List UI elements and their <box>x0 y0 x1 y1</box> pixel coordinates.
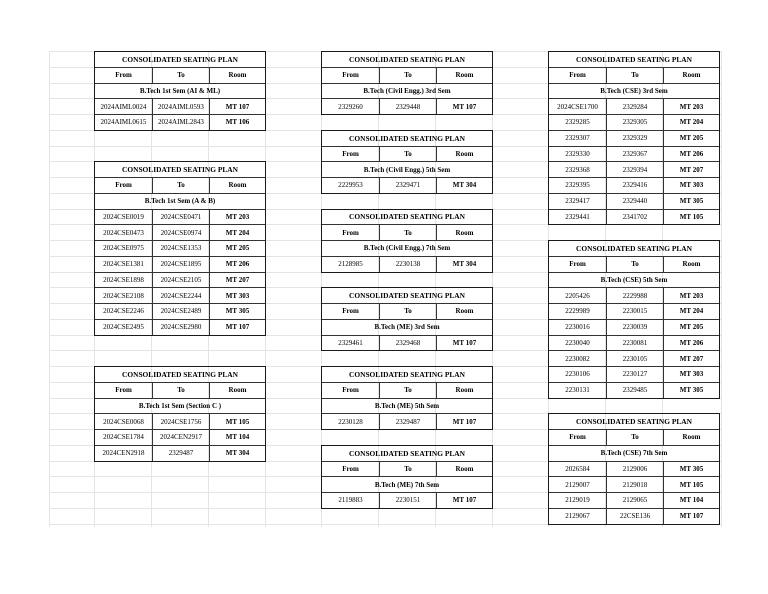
room-number: MT 207 <box>663 162 719 177</box>
program-name: B.Tech (ME) 5th Sem <box>374 401 440 410</box>
plan-title: CONSOLIDATED SEATING PLAN <box>349 291 465 301</box>
program-row <box>549 445 719 461</box>
roll-from: 2119883 <box>338 496 363 505</box>
header-from: From <box>342 71 359 80</box>
seating-plan-table <box>548 413 720 524</box>
room-number: MT 304 <box>436 178 492 193</box>
table-row <box>549 492 719 508</box>
plan-title-row <box>322 287 492 303</box>
table-row <box>95 256 265 272</box>
header-to: To <box>379 383 436 398</box>
program-row <box>322 83 492 99</box>
table-row <box>549 177 719 193</box>
room-number: MT 206 <box>663 336 719 351</box>
roll-from: 2024CSE1700 <box>557 102 598 111</box>
program-name: B.Tech (Civil Engg.) 5th Sem <box>363 165 451 174</box>
roll-from: 2205426 <box>565 291 590 300</box>
program-name: B.Tech 1st Sem (AI & ML) <box>139 86 221 95</box>
room-number: MT 304 <box>209 446 265 461</box>
plan-title-row <box>549 51 719 67</box>
program-row <box>549 83 719 99</box>
room-number: MT 207 <box>209 273 265 288</box>
header-from: From <box>342 307 359 316</box>
seating-plan-table <box>321 366 493 430</box>
program-row <box>322 240 492 256</box>
seating-plan-table <box>321 209 493 273</box>
room-number: MT 303 <box>663 367 719 382</box>
room-number: MT 205 <box>663 320 719 335</box>
program-row <box>322 398 492 414</box>
gridline-vertical <box>721 51 722 527</box>
room-number: MT 206 <box>663 147 719 162</box>
roll-to: 2024CSE2244 <box>152 288 209 303</box>
roll-from: 2026584 <box>565 464 590 473</box>
roll-from: 2230131 <box>565 386 590 395</box>
roll-from: 2024CEN2918 <box>102 449 145 458</box>
room-number: MT 107 <box>209 99 265 114</box>
table-row <box>322 98 492 114</box>
table-row <box>549 461 719 477</box>
column-header-row <box>549 256 719 272</box>
plan-title: CONSOLIDATED SEATING PLAN <box>349 369 465 379</box>
table-row <box>95 114 265 130</box>
plan-title-row <box>95 366 265 382</box>
table-row <box>322 177 492 193</box>
table-row <box>95 224 265 240</box>
table-row <box>95 319 265 335</box>
header-to: To <box>379 462 436 477</box>
table-row <box>322 256 492 272</box>
plan-title-row <box>549 413 719 429</box>
roll-from: 2024CSE2246 <box>103 307 144 316</box>
roll-to: 2024AIML2843 <box>152 115 209 130</box>
roll-to: 2024CSE2105 <box>152 273 209 288</box>
header-to: To <box>379 147 436 162</box>
room-number: MT 107 <box>436 336 492 351</box>
roll-to: 2024CSE2980 <box>152 320 209 335</box>
header-room: Room <box>209 383 265 398</box>
roll-from: 2230082 <box>565 354 590 363</box>
table-row <box>549 193 719 209</box>
roll-from: 2024CSE0068 <box>103 417 144 426</box>
room-number: MT 107 <box>436 414 492 429</box>
table-row <box>549 350 719 366</box>
seating-plan-table <box>321 287 493 351</box>
roll-to: 2230127 <box>606 367 663 382</box>
room-number: MT 305 <box>663 383 719 398</box>
roll-from: 2024CSE0975 <box>103 244 144 253</box>
header-from: From <box>342 149 359 158</box>
header-from: From <box>115 181 132 190</box>
roll-to: 2024CSE0471 <box>152 210 209 225</box>
roll-from: 2230128 <box>338 417 363 426</box>
seating-plan-table <box>94 51 266 131</box>
column-header-row <box>549 67 719 83</box>
header-to: To <box>152 383 209 398</box>
table-row <box>549 303 719 319</box>
roll-from: 2024CSE1381 <box>103 260 144 269</box>
header-from: From <box>115 386 132 395</box>
program-name: B.Tech (ME) 3rd Sem <box>374 323 440 332</box>
table-row <box>549 476 719 492</box>
roll-to: 2229988 <box>606 288 663 303</box>
room-number: MT 105 <box>663 477 719 492</box>
roll-to: 2341702 <box>606 210 663 225</box>
roll-to: 2329416 <box>606 178 663 193</box>
plan-title: CONSOLIDATED SEATING PLAN <box>122 54 238 64</box>
roll-from: 2128985 <box>338 260 363 269</box>
header-to: To <box>606 257 663 272</box>
header-room: Room <box>209 68 265 83</box>
roll-to: 2024CSE1353 <box>152 241 209 256</box>
roll-to: 2129006 <box>606 462 663 477</box>
column-header-row <box>322 224 492 240</box>
table-row <box>95 287 265 303</box>
roll-to: 2024CSE2489 <box>152 304 209 319</box>
table-row <box>95 98 265 114</box>
room-number: MT 303 <box>663 178 719 193</box>
room-number: MT 105 <box>209 414 265 429</box>
table-row <box>549 366 719 382</box>
header-to: To <box>606 68 663 83</box>
room-number: MT 107 <box>209 320 265 335</box>
column-header-row <box>95 177 265 193</box>
plan-title-row <box>95 161 265 177</box>
table-row <box>549 319 719 335</box>
plan-title-row <box>322 366 492 382</box>
header-room: Room <box>436 304 492 319</box>
plan-title: CONSOLIDATED SEATING PLAN <box>122 369 238 379</box>
roll-from: 2329330 <box>565 149 590 158</box>
roll-to: 22CSE136 <box>606 509 663 524</box>
roll-from: 2024CSE2108 <box>103 291 144 300</box>
roll-to: 2329329 <box>606 131 663 146</box>
column-header-row <box>322 461 492 477</box>
table-row <box>549 98 719 114</box>
program-name: B.Tech (CSE) 3rd Sem <box>600 86 668 95</box>
roll-to: 2329440 <box>606 194 663 209</box>
plan-title: CONSOLIDATED SEATING PLAN <box>576 243 692 253</box>
roll-to: 2024AIML0593 <box>152 99 209 114</box>
header-room: Room <box>436 147 492 162</box>
header-to: To <box>379 304 436 319</box>
seating-plan-table <box>321 130 493 194</box>
table-row <box>549 508 719 524</box>
roll-from: 2329307 <box>565 134 590 143</box>
plan-title: CONSOLIDATED SEATING PLAN <box>122 165 238 175</box>
room-number: MT 107 <box>436 493 492 508</box>
roll-to: 2329485 <box>606 383 663 398</box>
seating-plan-table <box>321 445 493 509</box>
seating-plan-table <box>94 161 266 335</box>
roll-to: 2129065 <box>606 493 663 508</box>
roll-from: 2230106 <box>565 370 590 379</box>
room-number: MT 305 <box>663 462 719 477</box>
header-from: From <box>569 71 586 80</box>
roll-to: 2230151 <box>379 493 436 508</box>
column-header-row <box>95 67 265 83</box>
header-from: From <box>342 228 359 237</box>
room-number: MT 203 <box>663 288 719 303</box>
plan-title: CONSOLIDATED SEATING PLAN <box>349 133 465 143</box>
roll-to: 2024CEN2917 <box>152 430 209 445</box>
program-row <box>322 319 492 335</box>
program-name: B.Tech 1st Sem (A & B) <box>144 197 216 206</box>
roll-from: 2024CSE1898 <box>103 275 144 284</box>
program-name: B.Tech (Civil Engg.) 3rd Sem <box>363 86 451 95</box>
room-number: MT 304 <box>436 257 492 272</box>
room-number: MT 205 <box>209 241 265 256</box>
roll-from: 2329368 <box>565 165 590 174</box>
roll-from: 2329260 <box>338 102 363 111</box>
plan-title-row <box>95 51 265 67</box>
header-from: From <box>342 464 359 473</box>
roll-from: 2129019 <box>565 496 590 505</box>
room-number: MT 204 <box>663 304 719 319</box>
header-room: Room <box>663 257 719 272</box>
column-header-row <box>322 146 492 162</box>
plan-title-row <box>322 130 492 146</box>
header-to: To <box>379 225 436 240</box>
roll-to: 2329487 <box>152 446 209 461</box>
room-number: MT 305 <box>663 194 719 209</box>
program-name: B.Tech (CSE) 7th Sem <box>600 449 668 458</box>
header-room: Room <box>436 383 492 398</box>
roll-from: 2024CSE0019 <box>103 212 144 221</box>
plan-title: CONSOLIDATED SEATING PLAN <box>349 212 465 222</box>
header-room: Room <box>436 68 492 83</box>
roll-to: 2329305 <box>606 115 663 130</box>
roll-to: 2230081 <box>606 336 663 351</box>
table-row <box>95 209 265 225</box>
column-header-row <box>549 429 719 445</box>
room-number: MT 104 <box>663 493 719 508</box>
room-number: MT 303 <box>209 288 265 303</box>
table-row <box>322 492 492 508</box>
program-row <box>322 161 492 177</box>
seating-plan-table <box>321 51 493 115</box>
program-name: B.Tech 1st Sem (Section C ) <box>138 401 222 410</box>
table-row <box>549 146 719 162</box>
room-number: MT 203 <box>209 210 265 225</box>
roll-from: 2229953 <box>338 181 363 190</box>
plan-title-row <box>549 240 719 256</box>
seating-plan-table <box>548 240 720 399</box>
roll-to: 2230105 <box>606 351 663 366</box>
table-row <box>95 429 265 445</box>
room-number: MT 105 <box>663 210 719 225</box>
table-row <box>322 335 492 351</box>
plan-title: CONSOLIDATED SEATING PLAN <box>349 448 465 458</box>
roll-from: 2024CSE0473 <box>103 228 144 237</box>
header-to: To <box>379 68 436 83</box>
roll-from: 2329417 <box>565 197 590 206</box>
roll-to: 2329394 <box>606 162 663 177</box>
roll-to: 2129018 <box>606 477 663 492</box>
roll-from: 2129007 <box>565 480 590 489</box>
program-row <box>95 193 265 209</box>
table-row <box>549 161 719 177</box>
program-row <box>322 476 492 492</box>
header-to: To <box>152 68 209 83</box>
header-from: From <box>569 260 586 269</box>
room-number: MT 107 <box>663 509 719 524</box>
roll-to: 2230015 <box>606 304 663 319</box>
roll-to: 2329284 <box>606 99 663 114</box>
roll-to: 2230039 <box>606 320 663 335</box>
room-number: MT 205 <box>663 131 719 146</box>
roll-from: 2024AIML0615 <box>100 118 147 127</box>
program-name: B.Tech (ME) 7th Sem <box>374 480 440 489</box>
header-from: From <box>115 71 132 80</box>
roll-from: 2229989 <box>565 307 590 316</box>
program-name: B.Tech (CSE) 5th Sem <box>600 275 668 284</box>
roll-to: 2329468 <box>379 336 436 351</box>
room-number: MT 305 <box>209 304 265 319</box>
room-number: MT 106 <box>209 115 265 130</box>
table-row <box>549 130 719 146</box>
seating-plan-table <box>94 366 266 462</box>
plan-title-row <box>322 51 492 67</box>
header-room: Room <box>663 68 719 83</box>
plan-title: CONSOLIDATED SEATING PLAN <box>349 54 465 64</box>
room-number: MT 107 <box>436 99 492 114</box>
table-row <box>549 209 719 225</box>
roll-from: 2329441 <box>565 212 590 221</box>
header-to: To <box>152 178 209 193</box>
column-header-row <box>322 303 492 319</box>
roll-from: 2329461 <box>338 338 363 347</box>
roll-from: 2129067 <box>565 512 590 521</box>
column-header-row <box>95 382 265 398</box>
header-room: Room <box>436 225 492 240</box>
table-row <box>549 382 719 398</box>
roll-to: 2024CSE0974 <box>152 225 209 240</box>
roll-from: 2329285 <box>565 118 590 127</box>
plan-title-row <box>322 209 492 225</box>
room-number: MT 204 <box>663 115 719 130</box>
plan-title-row <box>322 445 492 461</box>
roll-from: 2024CSE1784 <box>103 433 144 442</box>
table-row <box>549 114 719 130</box>
table-row <box>95 413 265 429</box>
table-row <box>549 287 719 303</box>
table-row <box>322 413 492 429</box>
program-row <box>549 272 719 288</box>
plan-title: CONSOLIDATED SEATING PLAN <box>576 54 692 64</box>
roll-to: 2329487 <box>379 414 436 429</box>
table-row <box>95 445 265 461</box>
program-name: B.Tech (Civil Engg.) 7th Sem <box>363 244 451 253</box>
header-from: From <box>342 386 359 395</box>
roll-from: 2230040 <box>565 338 590 347</box>
roll-from: 2024CSE2495 <box>103 323 144 332</box>
roll-to: 2329367 <box>606 147 663 162</box>
program-row <box>95 398 265 414</box>
table-row <box>95 303 265 319</box>
seating-plan-table <box>548 51 720 225</box>
room-number: MT 104 <box>209 430 265 445</box>
room-number: MT 204 <box>209 225 265 240</box>
roll-to: 2329448 <box>379 99 436 114</box>
table-row <box>549 335 719 351</box>
plan-title: CONSOLIDATED SEATING PLAN <box>576 417 692 427</box>
header-from: From <box>569 433 586 442</box>
header-room: Room <box>663 430 719 445</box>
program-row <box>95 83 265 99</box>
column-header-row <box>322 67 492 83</box>
roll-from: 2329395 <box>565 181 590 190</box>
room-number: MT 207 <box>663 351 719 366</box>
header-room: Room <box>436 462 492 477</box>
roll-from: 2230016 <box>565 323 590 332</box>
room-number: MT 206 <box>209 257 265 272</box>
header-room: Room <box>209 178 265 193</box>
roll-to: 2329471 <box>379 178 436 193</box>
roll-to: 2230138 <box>379 257 436 272</box>
table-row <box>95 272 265 288</box>
room-number: MT 203 <box>663 99 719 114</box>
gridline-vertical <box>49 51 50 527</box>
header-to: To <box>606 430 663 445</box>
roll-from: 2024AIML0024 <box>100 102 147 111</box>
table-row <box>95 240 265 256</box>
roll-to: 2024CSE1756 <box>152 414 209 429</box>
roll-to: 2024CSE1895 <box>152 257 209 272</box>
column-header-row <box>322 382 492 398</box>
